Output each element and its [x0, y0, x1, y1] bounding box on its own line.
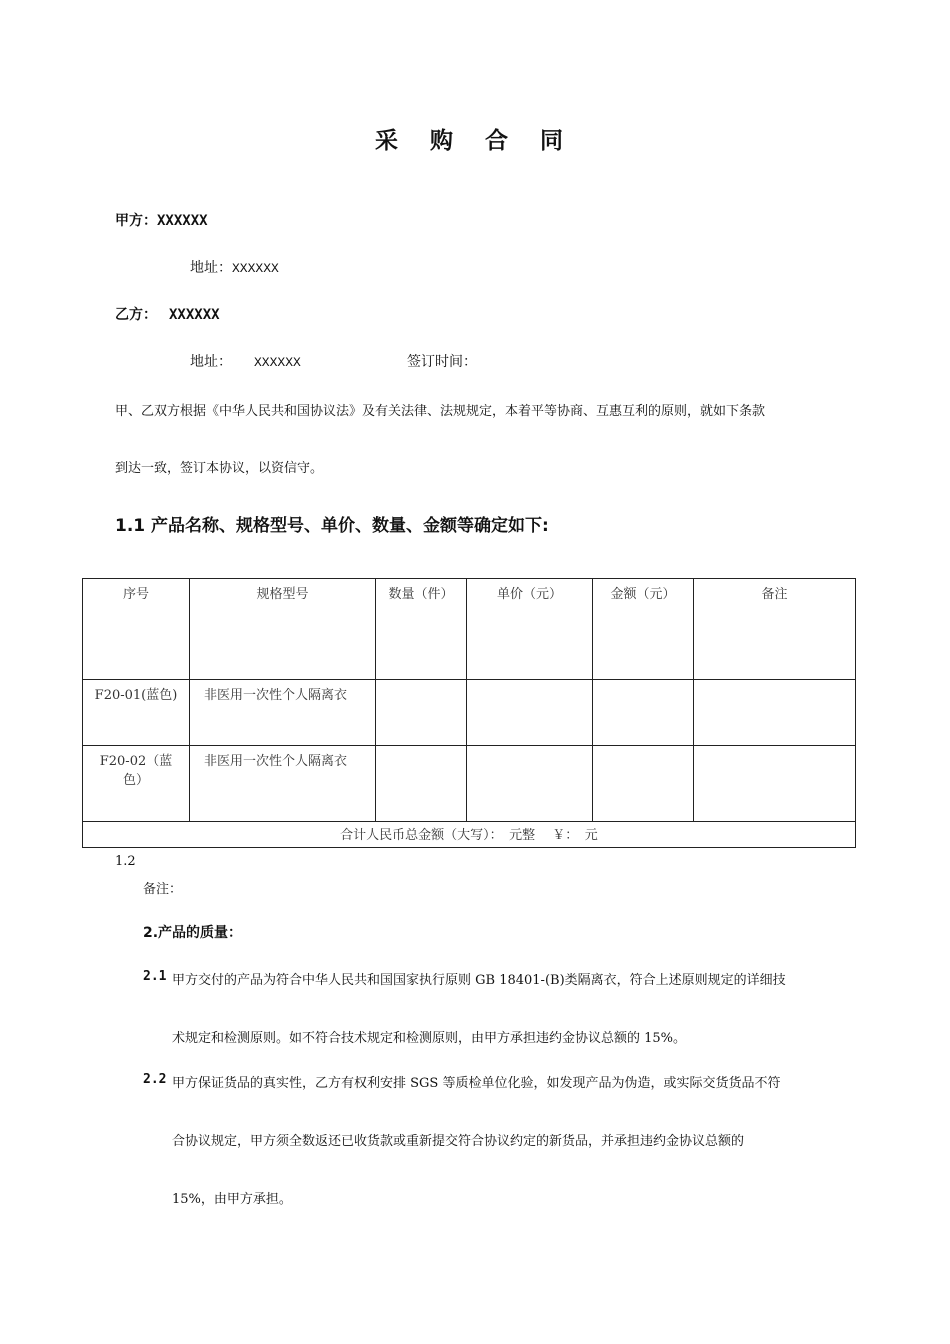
clause-2-2-line-1: 甲方保证货品的真实性，乙方有权利安排 SGS 等质检单位化验，如发现产品为伪造，或实际交货货品不符 — [172, 1076, 781, 1091]
row-price — [467, 680, 593, 746]
header-qty: 数量（件） — [376, 579, 467, 680]
sign-time-label: 签订时间： — [407, 354, 477, 370]
row-serial: F20-02（蓝色） — [83, 746, 190, 822]
intro-line-1: 甲、乙双方根据《中华人民共和国协议法》及有关法律、法规规定，本着平等协商、互惠互利的原则，就如下条款 — [115, 404, 766, 419]
section-2-heading: 2.产品的质量： — [143, 925, 243, 941]
row-note — [694, 680, 856, 746]
party-b-address-value: XXXXXX — [254, 355, 301, 370]
party-b-label: 乙方： — [115, 307, 157, 323]
clause-2-1-line-1: 甲方交付的产品为符合中华人民共和国国家执行原则 GB 18401-(B)类隔离衣，符合上述原则规定的详细技 — [172, 973, 786, 988]
row-amount — [593, 746, 694, 822]
table-row — [83, 680, 856, 746]
document-title: 采 购 合 同 — [374, 128, 576, 154]
row-amount — [593, 680, 694, 746]
row-qty — [376, 746, 467, 822]
table-header-row — [83, 579, 856, 680]
section-1-2-number: 1.2 — [115, 854, 136, 869]
clause-2-1-line-2: 术规定和检测原则。如不符合技术规定和检测原则，由甲方承担违约金协议总额的 15%。 — [172, 1031, 687, 1046]
party-b-address — [190, 351, 301, 371]
row-note — [694, 746, 856, 822]
header-note: 备注 — [694, 579, 856, 680]
table-total-row — [83, 822, 856, 848]
party-a-address-value: XXXXXX — [232, 261, 279, 276]
product-table — [82, 578, 856, 848]
party-a-address-label: 地址： — [190, 260, 232, 276]
party-a-address — [190, 257, 279, 277]
header-price: 单价（元） — [467, 579, 593, 680]
row-spec: 非医用一次性个人隔离衣 — [190, 746, 376, 822]
clause-2-2-line-3: 15%，由甲方承担。 — [172, 1192, 292, 1207]
clause-2-2-number: 2.2 — [143, 1072, 167, 1087]
section-1-1-heading: 1.1 产品名称、规格型号、单价、数量、金额等确定如下: — [115, 516, 549, 536]
header-spec: 规格型号 — [190, 579, 376, 680]
header-serial: 序号 — [83, 579, 190, 680]
party-b-name: XXXXXX — [169, 307, 220, 323]
section-1-2-note: 备注： — [143, 882, 183, 897]
table-row — [83, 746, 856, 822]
party-a — [115, 210, 208, 230]
clause-2-2-line-2: 合协议规定，甲方须全数返还已收货款或重新提交符合协议约定的新货品，并承担违约金协议总额的 — [172, 1134, 745, 1149]
row-serial: F20-01(蓝色) — [83, 680, 190, 746]
row-spec: 非医用一次性个人隔离衣 — [190, 680, 376, 746]
row-price — [467, 746, 593, 822]
party-b-address-label: 地址： — [190, 354, 232, 370]
intro-line-2: 到达一致，签订本协议，以资信守。 — [115, 461, 324, 476]
row-qty — [376, 680, 467, 746]
total-amount: 合计人民币总金额（大写）： 元整 ￥： 元 — [83, 822, 856, 848]
party-b — [115, 304, 220, 324]
clause-2-1-number: 2.1 — [143, 969, 167, 984]
party-a-label: 甲方： — [115, 213, 157, 229]
header-amount: 金额（元） — [593, 579, 694, 680]
party-a-name: XXXXXX — [157, 213, 208, 229]
